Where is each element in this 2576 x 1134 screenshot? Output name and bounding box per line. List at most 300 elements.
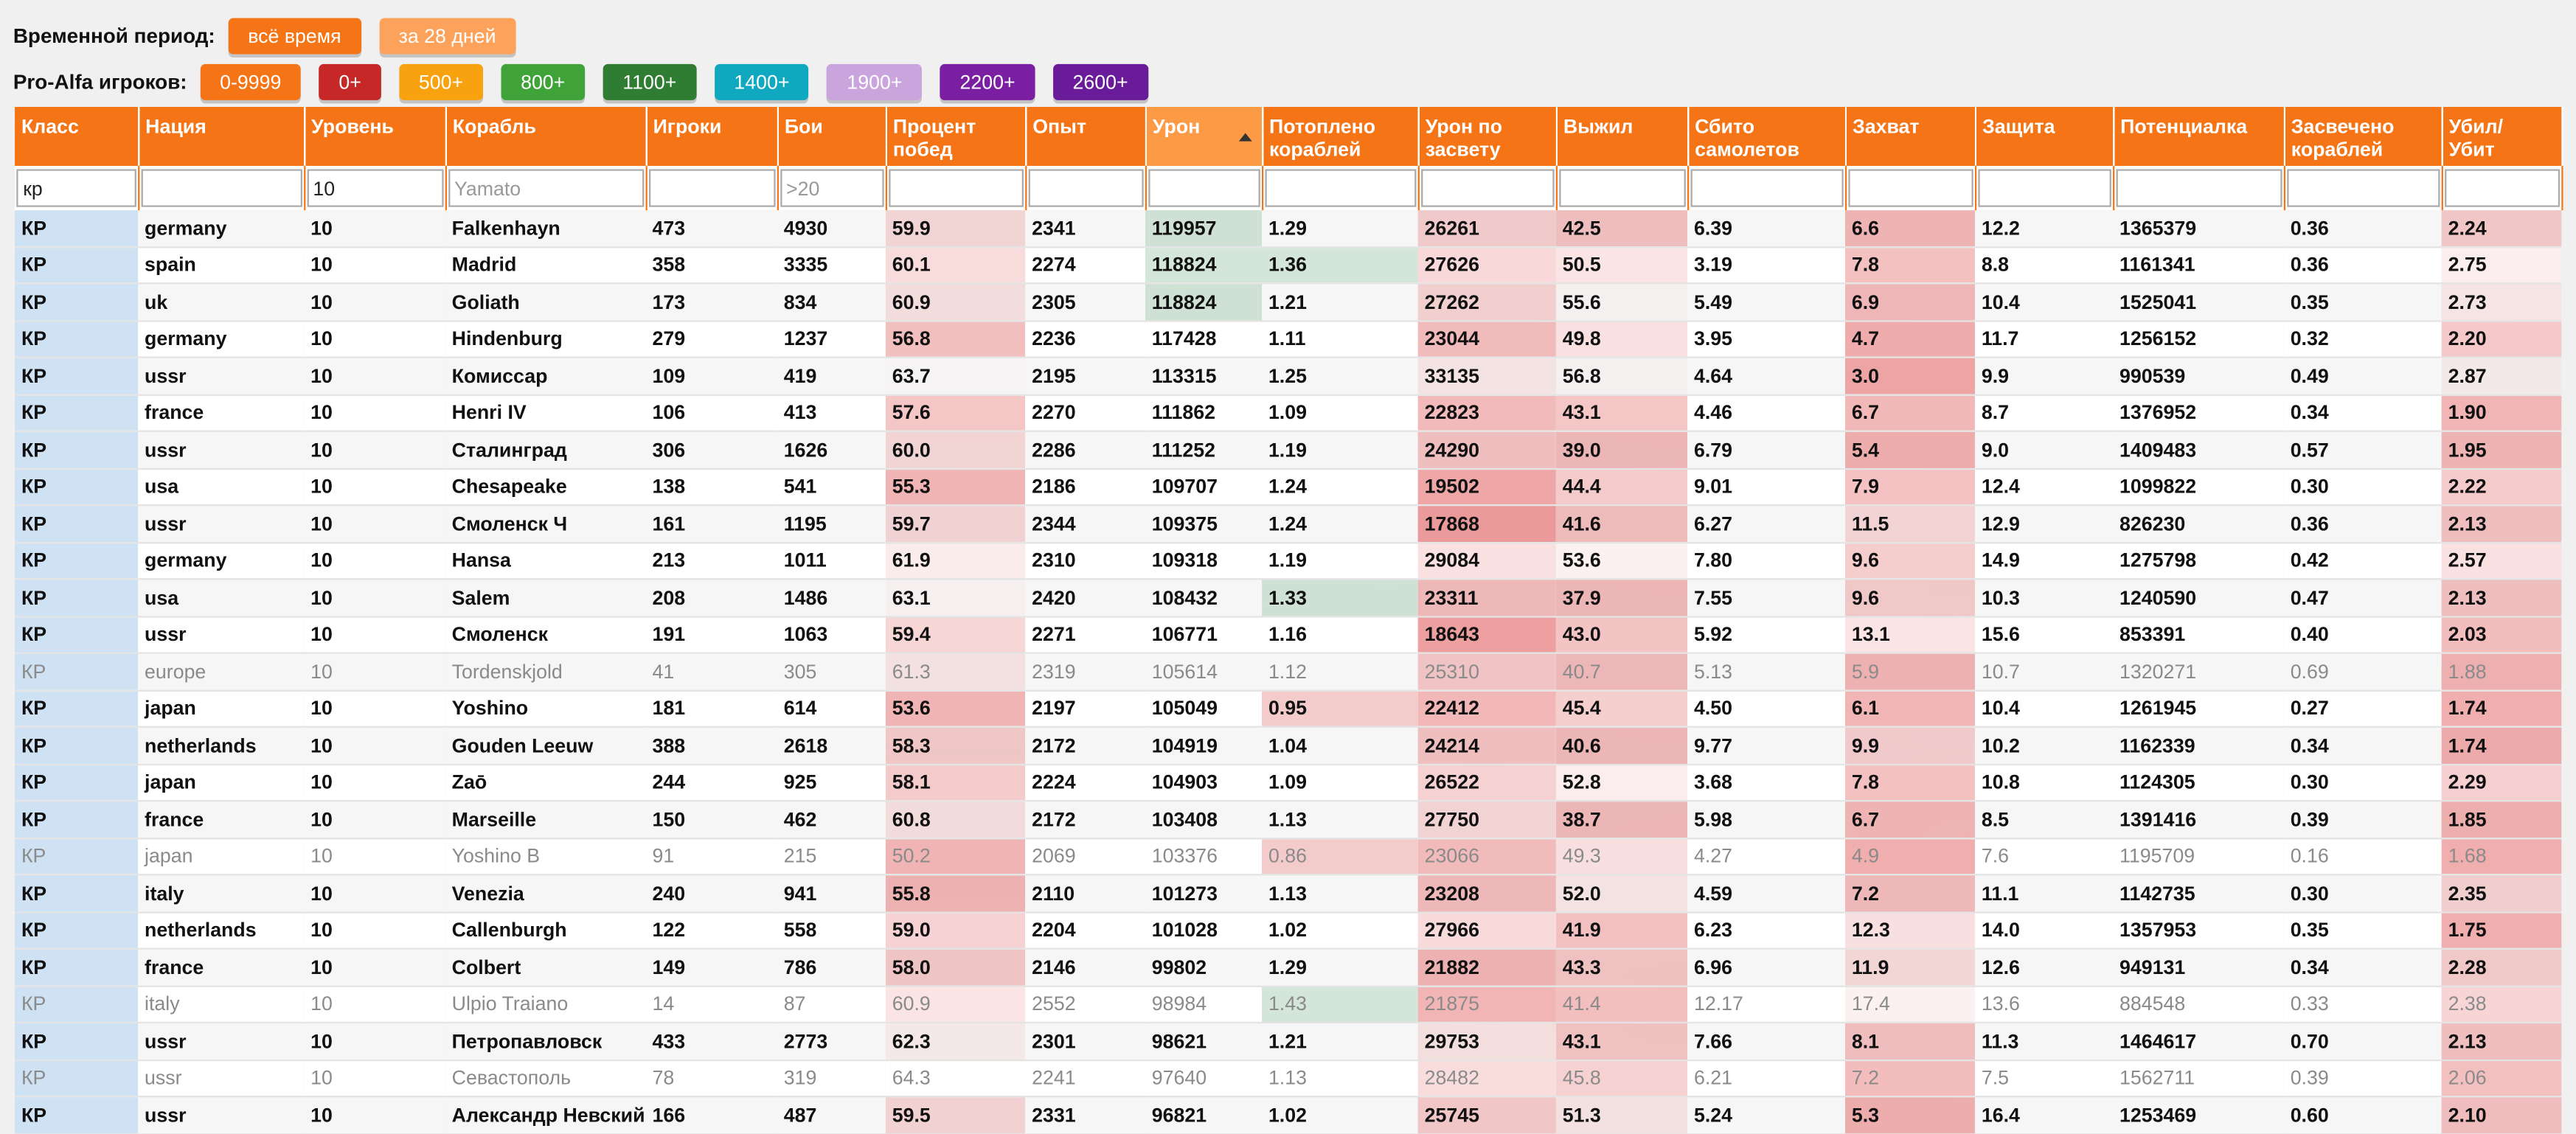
- cell-tier: 10: [304, 1096, 445, 1133]
- filter-cell-ships-spotted: [2284, 166, 2442, 210]
- cell-planes-downed: 6.21: [1687, 1060, 1845, 1096]
- header-row: [15, 107, 2561, 166]
- cell-battles: 834: [777, 283, 886, 320]
- filter-input-potential[interactable]: [2115, 169, 2281, 206]
- cell-battles: 614: [777, 690, 886, 727]
- cell-survived: 41.6: [1556, 505, 1687, 542]
- cell-battles: 319: [777, 1060, 886, 1096]
- cell-damage: 97640: [1145, 1060, 1262, 1096]
- cell-class: КР: [15, 246, 138, 283]
- cell-nation: germany: [138, 320, 304, 357]
- column-header-damage[interactable]: Урон: [1145, 107, 1262, 166]
- cell-kd: 2.29: [2442, 764, 2562, 801]
- cell-tier: 10: [304, 431, 445, 468]
- cell-defense: 10.3: [1975, 579, 2113, 616]
- cell-defense: 12.9: [1975, 505, 2113, 542]
- cell-winrate: 59.5: [886, 1096, 1025, 1133]
- filter-cell-survived: [1556, 166, 1687, 210]
- cell-tier: 10: [304, 874, 445, 911]
- cell-winrate: 62.3: [886, 1023, 1025, 1060]
- cell-planes-downed: 7.80: [1687, 542, 1845, 579]
- cell-damage: 104903: [1145, 764, 1262, 801]
- cell-planes-downed: 3.68: [1687, 764, 1845, 801]
- cell-potential: 1261945: [2113, 690, 2284, 727]
- cell-spot-damage: 23311: [1418, 579, 1556, 616]
- cell-ships-sunk: 1.21: [1262, 283, 1418, 320]
- cell-xp: 2172: [1025, 727, 1145, 764]
- table-row[interactable]: [15, 690, 2561, 727]
- cell-spot-damage: 21882: [1418, 949, 1556, 986]
- cell-survived: 55.6: [1556, 283, 1687, 320]
- cell-ships-spotted: 0.40: [2284, 616, 2442, 653]
- cell-spot-damage: 27262: [1418, 283, 1556, 320]
- cell-tier: 10: [304, 283, 445, 320]
- cell-defense: 8.7: [1975, 394, 2113, 431]
- table-row[interactable]: [15, 320, 2561, 357]
- filter-cell-capture: [1845, 166, 1975, 210]
- cell-class: КР: [15, 468, 138, 505]
- table-row[interactable]: [15, 874, 2561, 911]
- cell-spot-damage: 23044: [1418, 320, 1556, 357]
- cell-planes-downed: 4.64: [1687, 358, 1845, 394]
- cell-ships-sunk: 1.33: [1262, 579, 1418, 616]
- column-header-tier[interactable]: Уровень: [304, 107, 445, 166]
- cell-nation: ussr: [138, 505, 304, 542]
- cell-spot-damage: 23208: [1418, 874, 1556, 911]
- filter-cell-tier: [304, 166, 445, 210]
- cell-players: 433: [646, 1023, 777, 1060]
- cell-potential: 1162339: [2113, 727, 2284, 764]
- cell-nation: japan: [138, 690, 304, 727]
- filter-input-xp[interactable]: [1028, 169, 1143, 206]
- cell-survived: 50.5: [1556, 246, 1687, 283]
- cell-capture: 6.7: [1845, 801, 1975, 838]
- cell-class: КР: [15, 949, 138, 986]
- cell-potential: 1275798: [2113, 542, 2284, 579]
- column-header-planes-downed[interactable]: Сбито самолетов: [1687, 107, 1845, 166]
- cell-xp: 2069: [1025, 838, 1145, 874]
- filter-input-class[interactable]: [16, 169, 136, 206]
- cell-players: 109: [646, 358, 777, 394]
- cell-ships-spotted: 0.32: [2284, 320, 2442, 357]
- table-row[interactable]: [15, 210, 2561, 246]
- table-row[interactable]: [15, 1060, 2561, 1096]
- cell-tier: 10: [304, 764, 445, 801]
- cell-players: 213: [646, 542, 777, 579]
- cell-kd: 1.88: [2442, 653, 2562, 690]
- filter-input-nation[interactable]: [140, 169, 301, 206]
- cell-nation: netherlands: [138, 727, 304, 764]
- cell-survived: 56.8: [1556, 358, 1687, 394]
- column-header-survived[interactable]: Выжил: [1556, 107, 1687, 166]
- cell-ships-sunk: 1.29: [1262, 210, 1418, 246]
- cell-winrate: 58.3: [886, 727, 1025, 764]
- cell-ships-spotted: 0.36: [2284, 246, 2442, 283]
- cell-survived: 52.0: [1556, 874, 1687, 911]
- cell-damage: 105049: [1145, 690, 1262, 727]
- table-row[interactable]: [15, 431, 2561, 468]
- table-row[interactable]: [15, 986, 2561, 1023]
- cell-ship: Callenburgh: [445, 911, 646, 948]
- cell-spot-damage: 19502: [1418, 468, 1556, 505]
- cell-survived: 41.9: [1556, 911, 1687, 948]
- cell-ships-spotted: 0.42: [2284, 542, 2442, 579]
- filter-input-planes-downed[interactable]: [1690, 169, 1842, 206]
- cell-planes-downed: 6.23: [1687, 911, 1845, 948]
- cell-ships-spotted: 0.35: [2284, 911, 2442, 948]
- cell-nation: europe: [138, 653, 304, 690]
- cell-capture: 5.4: [1845, 431, 1975, 468]
- cell-ships-sunk: 1.21: [1262, 1023, 1418, 1060]
- cell-tier: 10: [304, 210, 445, 246]
- cell-winrate: 59.9: [886, 210, 1025, 246]
- cell-potential: 1464617: [2113, 1023, 2284, 1060]
- column-header-players[interactable]: Игроки: [646, 107, 777, 166]
- proalfa-button[interactable]: 2200+: [940, 64, 1035, 100]
- cell-ships-sunk: 1.43: [1262, 986, 1418, 1023]
- table-row[interactable]: [15, 949, 2561, 986]
- proalfa-button[interactable]: 2600+: [1053, 64, 1148, 100]
- cell-survived: 39.0: [1556, 431, 1687, 468]
- cell-ship: Goliath: [445, 283, 646, 320]
- cell-ship: Hindenburg: [445, 320, 646, 357]
- cell-spot-damage: 17868: [1418, 505, 1556, 542]
- cell-defense: 16.4: [1975, 1096, 2113, 1133]
- cell-capture: 7.8: [1845, 764, 1975, 801]
- table-row[interactable]: [15, 542, 2561, 579]
- proalfa-button[interactable]: 0+: [319, 64, 381, 100]
- filter-input-spot-damage[interactable]: [1420, 169, 1553, 206]
- cell-kd: 1.68: [2442, 838, 2562, 874]
- column-header-winrate[interactable]: Процент побед: [886, 107, 1025, 166]
- column-header-kd[interactable]: Убил/ Убит: [2442, 107, 2562, 166]
- table-row[interactable]: [15, 801, 2561, 838]
- cell-capture: 3.0: [1845, 358, 1975, 394]
- cell-damage: 104919: [1145, 727, 1262, 764]
- cell-ships-sunk: 1.02: [1262, 911, 1418, 948]
- cell-spot-damage: 25745: [1418, 1096, 1556, 1133]
- cell-damage: 109318: [1145, 542, 1262, 579]
- cell-kd: 2.10: [2442, 1096, 2562, 1133]
- cell-xp: 2236: [1025, 320, 1145, 357]
- filter-input-kd[interactable]: [2444, 169, 2559, 206]
- cell-class: КР: [15, 1060, 138, 1096]
- cell-winrate: 61.9: [886, 542, 1025, 579]
- column-header-nation[interactable]: Нация: [138, 107, 304, 166]
- cell-xp: 2186: [1025, 468, 1145, 505]
- cell-ship: Falkenhayn: [445, 210, 646, 246]
- cell-battles: 2618: [777, 727, 886, 764]
- cell-winrate: 64.3: [886, 1060, 1025, 1096]
- cell-spot-damage: 24214: [1418, 727, 1556, 764]
- cell-ship: Yoshino B: [445, 838, 646, 874]
- proalfa-button[interactable]: 1900+: [827, 64, 923, 100]
- period-button[interactable]: за 28 дней: [379, 18, 515, 55]
- cell-ships-spotted: 0.70: [2284, 1023, 2442, 1060]
- cell-planes-downed: 5.98: [1687, 801, 1845, 838]
- proalfa-button[interactable]: 1400+: [715, 64, 810, 100]
- table-body: [15, 210, 2561, 1133]
- cell-damage: 113315: [1145, 358, 1262, 394]
- cell-spot-damage: 22412: [1418, 690, 1556, 727]
- filter-input-ship[interactable]: [448, 169, 643, 206]
- table-row[interactable]: [15, 653, 2561, 690]
- cell-tier: 10: [304, 986, 445, 1023]
- filter-input-damage[interactable]: [1148, 169, 1259, 206]
- cell-battles: 941: [777, 874, 886, 911]
- cell-nation: ussr: [138, 1023, 304, 1060]
- column-header-ships-sunk[interactable]: Потоплено кораблей: [1262, 107, 1418, 166]
- cell-players: 161: [646, 505, 777, 542]
- filter-cell-potential: [2113, 166, 2284, 210]
- cell-nation: italy: [138, 874, 304, 911]
- cell-kd: 2.73: [2442, 283, 2562, 320]
- cell-kd: 1.95: [2442, 431, 2562, 468]
- cell-kd: 2.22: [2442, 468, 2562, 505]
- filter-cell-spot-damage: [1418, 166, 1556, 210]
- cell-winrate: 60.9: [886, 283, 1025, 320]
- cell-ships-spotted: 0.30: [2284, 874, 2442, 911]
- cell-planes-downed: 4.46: [1687, 394, 1845, 431]
- cell-survived: 53.6: [1556, 542, 1687, 579]
- cell-xp: 2241: [1025, 1060, 1145, 1096]
- column-header-ship[interactable]: Корабль: [445, 107, 646, 166]
- cell-ships-sunk: 1.36: [1262, 246, 1418, 283]
- cell-planes-downed: 6.96: [1687, 949, 1845, 986]
- cell-survived: 40.7: [1556, 653, 1687, 690]
- column-header-defense[interactable]: Защита: [1975, 107, 2113, 166]
- cell-players: 122: [646, 911, 777, 948]
- filter-input-winrate[interactable]: [888, 169, 1023, 206]
- cell-battles: 4930: [777, 210, 886, 246]
- column-header-capture[interactable]: Захват: [1845, 107, 1975, 166]
- cell-battles: 215: [777, 838, 886, 874]
- cell-players: 173: [646, 283, 777, 320]
- filter-cell-xp: [1025, 166, 1145, 210]
- cell-tier: 10: [304, 801, 445, 838]
- cell-capture: 7.2: [1845, 874, 1975, 911]
- cell-battles: 558: [777, 911, 886, 948]
- cell-planes-downed: 5.13: [1687, 653, 1845, 690]
- cell-class: КР: [15, 690, 138, 727]
- filter-input-ships-spotted[interactable]: [2286, 169, 2439, 206]
- cell-battles: 1063: [777, 616, 886, 653]
- period-buttons: [229, 18, 534, 55]
- cell-ships-sunk: 1.02: [1262, 1096, 1418, 1133]
- cell-planes-downed: 9.01: [1687, 468, 1845, 505]
- cell-damage: 98984: [1145, 986, 1262, 1023]
- cell-kd: 2.75: [2442, 246, 2562, 283]
- cell-class: КР: [15, 394, 138, 431]
- cell-ship: Александр Невский: [445, 1096, 646, 1133]
- cell-damage: 118824: [1145, 283, 1262, 320]
- table-row[interactable]: [15, 283, 2561, 320]
- filter-input-battles[interactable]: [780, 169, 883, 206]
- cell-capture: 6.6: [1845, 210, 1975, 246]
- cell-survived: 43.0: [1556, 616, 1687, 653]
- cell-capture: 7.8: [1845, 246, 1975, 283]
- cell-damage: 98621: [1145, 1023, 1262, 1060]
- table-row[interactable]: [15, 727, 2561, 764]
- table-row[interactable]: [15, 358, 2561, 394]
- cell-battles: 2773: [777, 1023, 886, 1060]
- column-header-xp[interactable]: Опыт: [1025, 107, 1145, 166]
- cell-planes-downed: 6.79: [1687, 431, 1845, 468]
- cell-nation: germany: [138, 542, 304, 579]
- cell-ships-spotted: 0.49: [2284, 358, 2442, 394]
- cell-nation: japan: [138, 764, 304, 801]
- table-row[interactable]: [15, 838, 2561, 874]
- cell-defense: 15.6: [1975, 616, 2113, 653]
- table-row[interactable]: [15, 579, 2561, 616]
- cell-ship: Gouden Leeuw: [445, 727, 646, 764]
- cell-ship: Сталинград: [445, 431, 646, 468]
- cell-ships-spotted: 0.36: [2284, 505, 2442, 542]
- cell-battles: 87: [777, 986, 886, 1023]
- cell-defense: 14.9: [1975, 542, 2113, 579]
- filter-input-players[interactable]: [648, 169, 775, 206]
- period-button[interactable]: всё время: [229, 18, 361, 55]
- cell-ship: Marseille: [445, 801, 646, 838]
- table-row[interactable]: [15, 246, 2561, 283]
- cell-ships-spotted: 0.34: [2284, 394, 2442, 431]
- cell-class: КР: [15, 431, 138, 468]
- filter-input-defense[interactable]: [1977, 169, 2110, 206]
- proalfa-button[interactable]: 500+: [399, 64, 483, 100]
- cell-kd: 2.35: [2442, 874, 2562, 911]
- column-header-class[interactable]: Класс: [15, 107, 138, 166]
- cell-spot-damage: 25310: [1418, 653, 1556, 690]
- cell-class: КР: [15, 764, 138, 801]
- cell-capture: 9.6: [1845, 542, 1975, 579]
- cell-survived: 45.4: [1556, 690, 1687, 727]
- cell-ships-spotted: 0.39: [2284, 1060, 2442, 1096]
- cell-nation: usa: [138, 579, 304, 616]
- cell-spot-damage: 18643: [1418, 616, 1556, 653]
- cell-class: КР: [15, 986, 138, 1023]
- cell-ships-sunk: 1.24: [1262, 468, 1418, 505]
- cell-ships-spotted: 0.34: [2284, 727, 2442, 764]
- proalfa-label: Pro-Alfa игроков:: [13, 70, 187, 94]
- cell-kd: 2.13: [2442, 579, 2562, 616]
- cell-planes-downed: 5.24: [1687, 1096, 1845, 1133]
- cell-winrate: 63.1: [886, 579, 1025, 616]
- filter-input-tier[interactable]: [307, 169, 443, 206]
- filter-input-ships-sunk[interactable]: [1264, 169, 1415, 206]
- cell-planes-downed: 4.50: [1687, 690, 1845, 727]
- table-row[interactable]: [15, 394, 2561, 431]
- cell-players: 358: [646, 246, 777, 283]
- cell-kd: 1.74: [2442, 690, 2562, 727]
- cell-players: 150: [646, 801, 777, 838]
- cell-ship: Henri IV: [445, 394, 646, 431]
- cell-survived: 44.4: [1556, 468, 1687, 505]
- cell-nation: germany: [138, 210, 304, 246]
- cell-players: 240: [646, 874, 777, 911]
- table-row[interactable]: [15, 616, 2561, 653]
- cell-winrate: 59.4: [886, 616, 1025, 653]
- filter-input-capture[interactable]: [1847, 169, 1972, 206]
- table-row[interactable]: [15, 764, 2561, 801]
- cell-ships-spotted: 0.30: [2284, 764, 2442, 801]
- cell-ship: Venezia: [445, 874, 646, 911]
- period-filter-row: [13, 13, 2563, 59]
- table-row[interactable]: [15, 468, 2561, 505]
- cell-xp: 2172: [1025, 801, 1145, 838]
- cell-damage: 108432: [1145, 579, 1262, 616]
- cell-kd: 2.03: [2442, 616, 2562, 653]
- cell-winrate: 59.7: [886, 505, 1025, 542]
- column-header-ships-spotted[interactable]: Засвечено кораблей: [2284, 107, 2442, 166]
- cell-planes-downed: 4.27: [1687, 838, 1845, 874]
- cell-players: 306: [646, 431, 777, 468]
- cell-battles: 1626: [777, 431, 886, 468]
- table-row[interactable]: [15, 505, 2561, 542]
- cell-winrate: 55.8: [886, 874, 1025, 911]
- cell-battles: 419: [777, 358, 886, 394]
- column-header-battles[interactable]: Бои: [777, 107, 886, 166]
- cell-survived: 38.7: [1556, 801, 1687, 838]
- proalfa-button[interactable]: 1100+: [603, 64, 697, 100]
- cell-defense: 11.7: [1975, 320, 2113, 357]
- cell-players: 244: [646, 764, 777, 801]
- cell-players: 14: [646, 986, 777, 1023]
- cell-players: 91: [646, 838, 777, 874]
- cell-defense: 8.5: [1975, 801, 2113, 838]
- proalfa-button[interactable]: 0-9999: [200, 64, 301, 100]
- cell-winrate: 57.6: [886, 394, 1025, 431]
- cell-spot-damage: 29084: [1418, 542, 1556, 579]
- cell-damage: 106771: [1145, 616, 1262, 653]
- cell-ship: Ulpio Traiano: [445, 986, 646, 1023]
- period-label: Временной период:: [13, 24, 215, 48]
- cell-ships-sunk: 1.04: [1262, 727, 1418, 764]
- cell-xp: 2319: [1025, 653, 1145, 690]
- cell-ships-spotted: 0.30: [2284, 468, 2442, 505]
- table-row[interactable]: [15, 1096, 2561, 1133]
- cell-survived: 49.8: [1556, 320, 1687, 357]
- cell-defense: 7.6: [1975, 838, 2113, 874]
- filter-cell-defense: [1975, 166, 2113, 210]
- cell-potential: 1124305: [2113, 764, 2284, 801]
- cell-defense: 13.6: [1975, 986, 2113, 1023]
- cell-potential: 1525041: [2113, 283, 2284, 320]
- filter-input-survived[interactable]: [1558, 169, 1685, 206]
- cell-nation: ussr: [138, 616, 304, 653]
- cell-spot-damage: 24290: [1418, 431, 1556, 468]
- cell-survived: 52.8: [1556, 764, 1687, 801]
- table-row[interactable]: [15, 911, 2561, 948]
- cell-ships-spotted: 0.27: [2284, 690, 2442, 727]
- cell-damage: 101273: [1145, 874, 1262, 911]
- cell-nation: netherlands: [138, 911, 304, 948]
- cell-tier: 10: [304, 542, 445, 579]
- cell-potential: 1195709: [2113, 838, 2284, 874]
- cell-ships-sunk: 1.25: [1262, 358, 1418, 394]
- cell-capture: 11.9: [1845, 949, 1975, 986]
- cell-players: 279: [646, 320, 777, 357]
- table-row[interactable]: [15, 1023, 2561, 1060]
- cell-ships-spotted: 0.57: [2284, 431, 2442, 468]
- cell-ships-spotted: 0.33: [2284, 986, 2442, 1023]
- cell-ship: Chesapeake: [445, 468, 646, 505]
- proalfa-buttons: [200, 64, 1165, 100]
- column-header-potential[interactable]: Потенциалка: [2113, 107, 2284, 166]
- column-header-spot-damage[interactable]: Урон по засвету: [1418, 107, 1556, 166]
- proalfa-button[interactable]: 800+: [501, 64, 585, 100]
- cell-ship: Tordenskjold: [445, 653, 646, 690]
- cell-nation: france: [138, 394, 304, 431]
